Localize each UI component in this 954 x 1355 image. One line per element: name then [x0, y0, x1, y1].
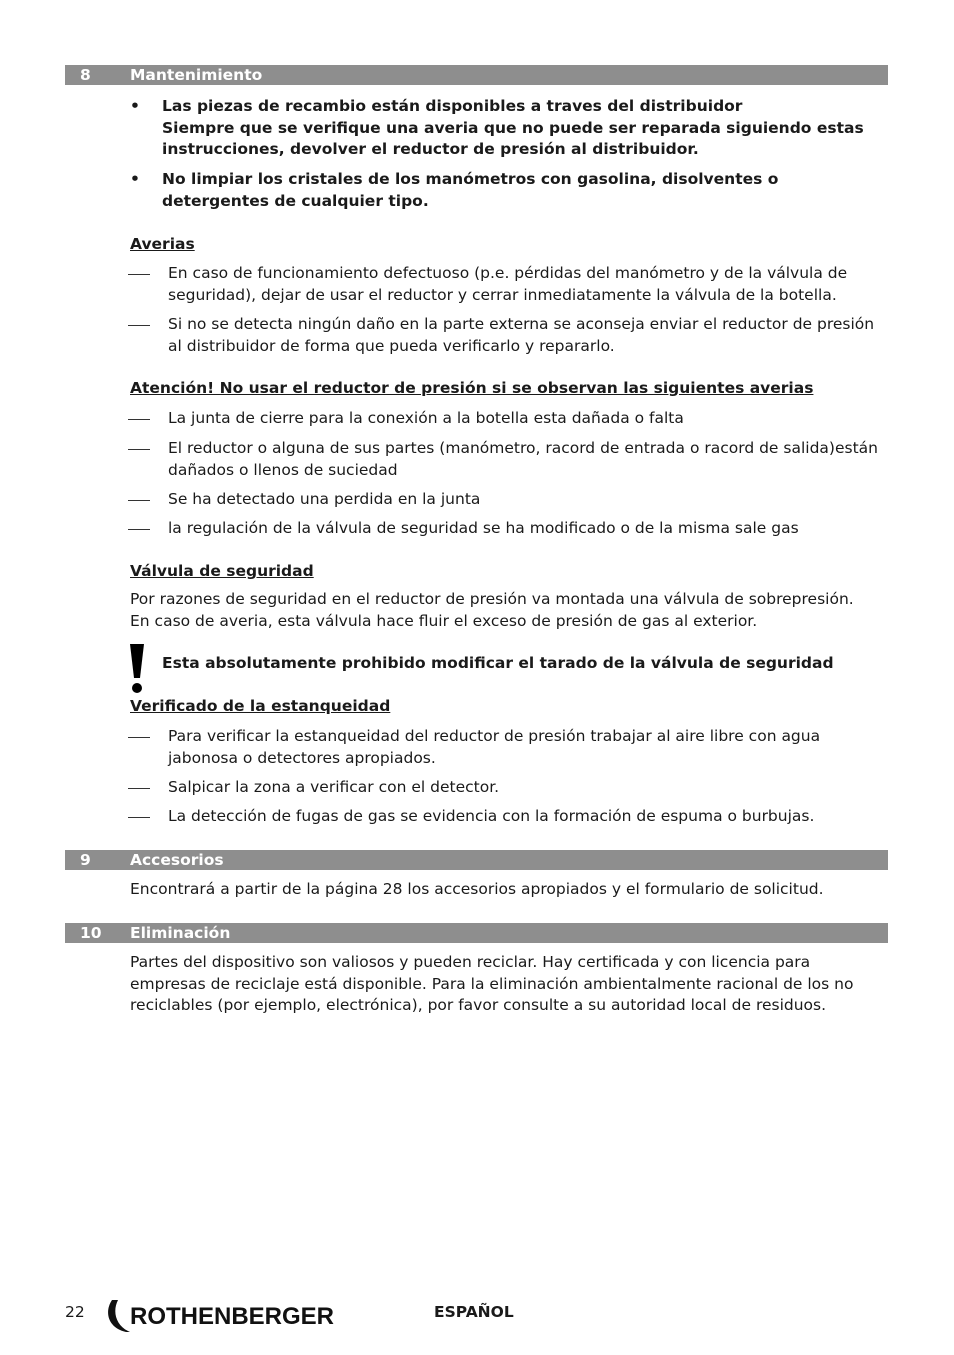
list-item: Para verificar la estanqueidad del reductor de presión trabajar al aire libre con agua jabonosa o detectores apropiados.: [168, 727, 821, 767]
bullet-icon: •: [130, 170, 140, 188]
bullet-icon: •: [130, 97, 140, 115]
page-number: 22: [65, 1303, 85, 1321]
bullet-item: Las piezas de recambio están disponibles a traves del distribuidor Siempre que se verifique una averia que no puede ser reparada siguiendo estas instrucciones, devolver el reductor de presión al distribuidor.: [162, 97, 864, 158]
section-number: 9: [80, 851, 91, 869]
list-item: Salpicar la zona a verificar con el detector.: [168, 778, 500, 796]
section-header-8: [65, 65, 888, 85]
list-item: la regulación de la válvula de seguridad se ha modificado o de la misma sale gas: [168, 519, 799, 537]
list-item: Si no se detecta ningún daño en la parte externa se aconseja enviar el reductor de presión al distribuidor de forma que pueda verificarlo y repararlo.: [168, 315, 875, 355]
list-item: En caso de funcionamiento defectuoso (p.e. pérdidas del manómetro y de la válvula de seguridad), dejar de usar el reductor y cerrar inmediatamente la válvula de la botella.: [168, 264, 848, 304]
list-item: La junta de cierre para la conexión a la botella esta dañada o falta: [168, 409, 684, 427]
accesorios-paragraph: Encontrará a partir de la página 28 los accesorios apropiados y el formulario de solicitud.: [130, 880, 824, 898]
section-header-9: [65, 850, 888, 870]
list-item: La detección de fugas de gas se evidencia con la formación de espuma o burbujas.: [168, 807, 815, 825]
verificado-heading: Verificado de la estanqueidad: [130, 697, 391, 715]
exclamation-icon: [127, 644, 147, 694]
valvula-paragraph: Por razones de seguridad en el reductor de presión va montada una válvula de sobrepresión. En caso de averia, esta válvula hace fluir el exceso de presión de gas al exterior.: [130, 590, 854, 630]
language-label: ESPAÑOL: [434, 1303, 514, 1321]
warning-text: Esta absolutamente prohibido modificar el tarado de la válvula de seguridad: [162, 654, 834, 672]
section-title: Accesorios: [130, 851, 224, 869]
section-number: 8: [80, 66, 91, 84]
valvula-heading: Válvula de seguridad: [130, 562, 314, 580]
list-item: Se ha detectado una perdida en la junta: [168, 490, 481, 508]
section-number: 10: [80, 924, 102, 942]
section-title: Mantenimiento: [130, 66, 263, 84]
bullet-item: No limpiar los cristales de los manómetros con gasolina, disolventes o detergentes de cualquier tipo.: [162, 170, 779, 210]
rothenberger-logo: [104, 1298, 349, 1334]
atencion-heading: Atención! No usar el reductor de presión si se observan las siguientes averias: [130, 379, 814, 397]
eliminacion-paragraph: Partes del dispositivo son valiosos y pueden reciclar. Hay certificada y con licencia para empresas de reciclaje está disponible. Para la eliminación ambientalmente racional de los no reciclables (por ejemplo, electrónica), por favor consulte a su autoridad local de residuos.: [130, 953, 854, 1014]
averias-heading: Averias: [130, 235, 195, 253]
section-title: Eliminación: [130, 924, 231, 942]
brand-text: ROTHENBERGER: [130, 1303, 335, 1330]
list-item: El reductor o alguna de sus partes (manómetro, racord de entrada o racord de salida)están dañados o llenos de suciedad: [168, 439, 878, 479]
section-header-10: [65, 923, 888, 943]
